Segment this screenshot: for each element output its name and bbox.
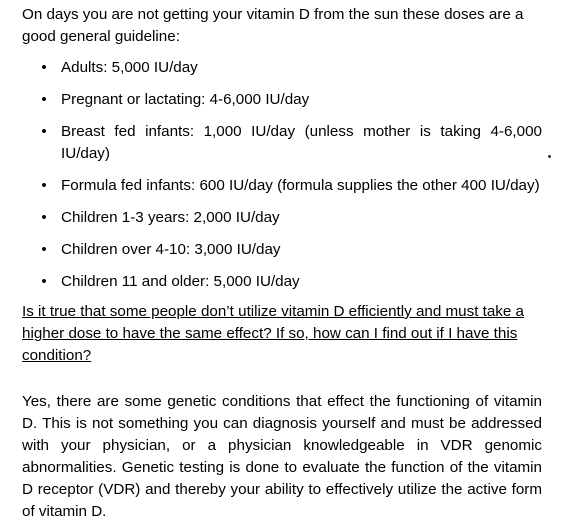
dose-text: Formula fed infants: 600 IU/day (formula supplies the other 400 IU/day) bbox=[61, 177, 540, 194]
bullet-icon: • bbox=[41, 123, 47, 140]
list-item bbox=[22, 207, 542, 229]
dose-text: Children over 4-10: 3,000 IU/day bbox=[61, 241, 281, 258]
dose-text: Pregnant or lactating: 4-6,000 IU/day bbox=[61, 91, 310, 108]
document-page bbox=[22, 4, 542, 523]
list-item bbox=[22, 57, 542, 79]
list-item bbox=[22, 175, 542, 197]
bullet-icon: • bbox=[41, 241, 47, 258]
list-item bbox=[22, 89, 542, 111]
dose-text: Adults: 5,000 IU/day bbox=[61, 59, 198, 76]
dose-list bbox=[22, 57, 542, 293]
dose-text: Breast fed infants: 1,000 IU/day (unless mother is taking 4-6,000 IU/day) bbox=[61, 123, 542, 162]
bullet-icon: • bbox=[41, 177, 47, 194]
stray-mark bbox=[548, 155, 551, 158]
faq-answer: Yes, there are some genetic conditions that effect the functioning of vitamin D. This is not something you can diagnosis yourself and must be addressed with your physician, or a physician knowledgeable in VDR genomic abnormalities. Genetic testing is done to evaluate the function of the vitamin D receptor (VDR) and thereby your ability to effectively utilize the active form of vitamin D. bbox=[22, 393, 542, 520]
faq-question: Is it true that some people don’t utilize vitamin D efficiently and must take a higher dose to have the same effect? If so, how can I find out if I have this condition? bbox=[22, 303, 525, 364]
dose-text: Children 11 and older: 5,000 IU/day bbox=[61, 273, 300, 290]
list-item bbox=[22, 239, 542, 261]
list-item bbox=[22, 271, 542, 293]
bullet-icon: • bbox=[41, 209, 47, 226]
list-item bbox=[22, 121, 542, 165]
bullet-icon: • bbox=[41, 91, 47, 108]
intro-paragraph: On days you are not getting your vitamin D from the sun these doses are a good general guideline: bbox=[22, 6, 524, 45]
dose-text: Children 1-3 years: 2,000 IU/day bbox=[61, 209, 280, 226]
bullet-icon: • bbox=[41, 59, 47, 76]
bullet-icon: • bbox=[41, 273, 47, 290]
